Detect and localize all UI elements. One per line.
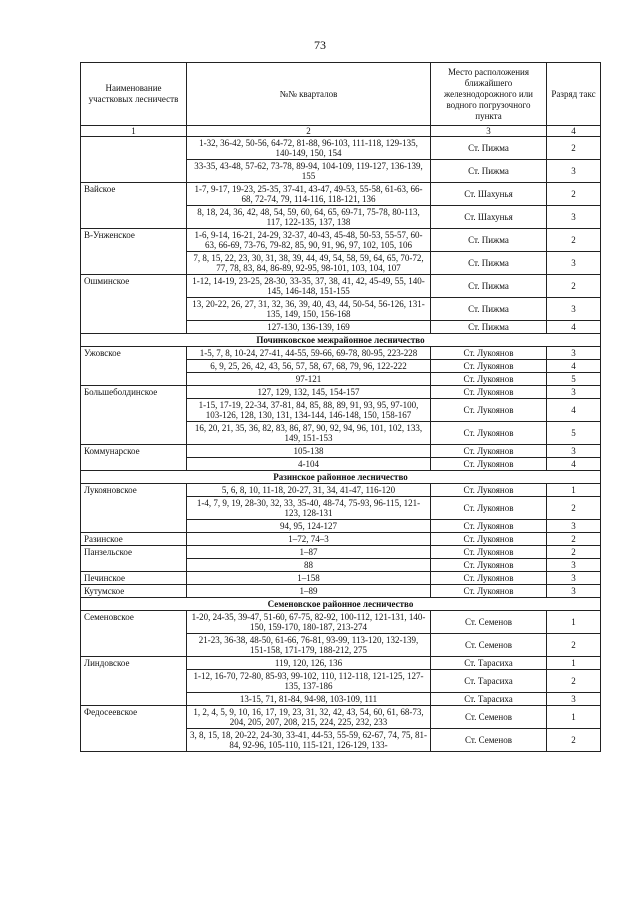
col-num-4: 4 [547, 126, 601, 137]
table-row [81, 347, 601, 360]
station-cell: Ст. Лукоянов [431, 445, 547, 458]
tax-class-cell: 2 [547, 183, 601, 206]
tax-class-cell: 2 [547, 275, 601, 298]
table-row [81, 585, 601, 598]
tax-class-cell: 3 [547, 386, 601, 399]
tax-class-cell: 2 [547, 229, 601, 252]
quarters-cell: 33-35, 43-48, 57-62, 73-78, 89-94, 104-109, 119-127, 136-139, 155 [187, 160, 431, 183]
forest-tax-table [80, 62, 601, 752]
table-row [81, 559, 601, 572]
quarters-cell: 1–89 [187, 585, 431, 598]
district-name: Лукояновское [81, 484, 187, 497]
table-row [81, 252, 601, 275]
table-row [81, 321, 601, 334]
quarters-cell: 6, 9, 25, 26, 42, 43, 56, 57, 58, 67, 68, 79, 96, 122-222 [187, 360, 431, 373]
district-name: Вайское [81, 183, 187, 206]
station-cell: Ст. Лукоянов [431, 360, 547, 373]
station-cell: Ст. Лукоянов [431, 497, 547, 520]
table-row [81, 458, 601, 471]
tax-class-cell: 2 [547, 729, 601, 752]
table-row [81, 386, 601, 399]
table-row [81, 693, 601, 706]
quarters-cell: 97-121 [187, 373, 431, 386]
station-cell: Ст. Пижма [431, 160, 547, 183]
section-title: Семеновское районное лесничество [81, 598, 601, 611]
col-num-3: 3 [431, 126, 547, 137]
tax-class-cell: 2 [547, 533, 601, 546]
quarters-cell: 1, 2, 4, 5, 9, 10, 16, 17, 19, 23, 31, 32, 42, 43, 54, 60, 61, 68-73, 204, 205, 207, 208, 215, 224, 225, 232, 233 [187, 706, 431, 729]
district-name: Федосеевское [81, 706, 187, 729]
tax-class-cell: 2 [547, 137, 601, 160]
tax-class-cell: 3 [547, 520, 601, 533]
table-row [81, 445, 601, 458]
station-cell: Ст. Семенов [431, 634, 547, 657]
station-cell: Ст. Лукоянов [431, 585, 547, 598]
station-cell: Ст. Шахунья [431, 206, 547, 229]
table-row [81, 729, 601, 752]
district-name [81, 458, 187, 471]
district-name [81, 670, 187, 693]
tax-class-cell: 4 [547, 360, 601, 373]
quarters-cell: 1–87 [187, 546, 431, 559]
station-cell: Ст. Лукоянов [431, 347, 547, 360]
district-name [81, 634, 187, 657]
quarters-cell: 1-12, 16-70, 72-80, 85-93, 99-102, 110, 112-118, 121-125, 127-135, 137-186 [187, 670, 431, 693]
quarters-cell: 21-23, 36-38, 48-50, 61-66, 76-81, 93-99, 113-120, 132-139, 151-158, 171-179, 188-212, 275 [187, 634, 431, 657]
header-district: Наименование участковых лесничеств [81, 63, 187, 126]
table-row [81, 298, 601, 321]
district-name: Большеболдинское [81, 386, 187, 399]
section-row [81, 471, 601, 484]
district-name [81, 729, 187, 752]
quarters-cell: 127-130, 136-139, 169 [187, 321, 431, 334]
district-name: Разинское [81, 533, 187, 546]
tax-class-cell: 3 [547, 693, 601, 706]
station-cell: Ст. Тарасиха [431, 657, 547, 670]
station-cell: Ст. Лукоянов [431, 559, 547, 572]
tax-class-cell: 2 [547, 497, 601, 520]
district-name [81, 160, 187, 183]
station-cell: Ст. Семенов [431, 611, 547, 634]
station-cell: Ст. Лукоянов [431, 572, 547, 585]
district-name: Коммунарское [81, 445, 187, 458]
station-cell: Ст. Лукоянов [431, 422, 547, 445]
tax-class-cell: 2 [547, 546, 601, 559]
table-row [81, 546, 601, 559]
station-cell: Ст. Лукоянов [431, 484, 547, 497]
quarters-cell: 8, 18, 24, 36, 42, 48, 54, 59, 60, 64, 65, 69-71, 75-78, 80-113, 117, 122-135, 137, 138 [187, 206, 431, 229]
table-body [81, 137, 601, 752]
station-cell: Ст. Лукоянов [431, 373, 547, 386]
district-name: Панзельское [81, 546, 187, 559]
table-row [81, 497, 601, 520]
district-name [81, 252, 187, 275]
quarters-cell: 1–158 [187, 572, 431, 585]
page-number: 73 [314, 38, 326, 52]
tax-class-cell: 3 [547, 298, 601, 321]
tax-class-cell: 4 [547, 321, 601, 334]
tax-class-cell: 3 [547, 572, 601, 585]
district-name: Кутумское [81, 585, 187, 598]
table-row [81, 275, 601, 298]
quarters-cell: 1-15, 17-19, 22-34, 37-81, 84, 85, 88, 89, 91, 93, 95, 97-100, 103-126, 128, 130, 131, 134-144, 146-148, 150, 158-167 [187, 399, 431, 422]
station-cell: Ст. Лукоянов [431, 520, 547, 533]
tax-class-cell: 3 [547, 445, 601, 458]
section-title: Починковское межрайонное лесничество [81, 334, 601, 347]
quarters-cell: 1-5, 7, 8, 10-24, 27-41, 44-55, 59-66, 69-78, 80-95, 223-228 [187, 347, 431, 360]
district-name: Печинское [81, 572, 187, 585]
station-cell: Ст. Семенов [431, 729, 547, 752]
quarters-cell: 1–72, 74–3 [187, 533, 431, 546]
table-row [81, 206, 601, 229]
header-row [81, 63, 601, 126]
table-row [81, 373, 601, 386]
quarters-cell: 88 [187, 559, 431, 572]
quarters-cell: 1-6, 9-14, 16-21, 24-29, 32-37, 40-43, 45-48, 50-53, 55-57, 60-63, 66-69, 73-76, 79-82, 85, 90, 91, 96, 97, 102, 105, 106 [187, 229, 431, 252]
table-row [81, 360, 601, 373]
tax-class-cell: 3 [547, 585, 601, 598]
station-cell: Ст. Лукоянов [431, 386, 547, 399]
district-name: Линдовское [81, 657, 187, 670]
station-cell: Ст. Тарасиха [431, 693, 547, 706]
tax-class-cell: 1 [547, 611, 601, 634]
table-row [81, 484, 601, 497]
tax-class-cell: 4 [547, 458, 601, 471]
table-row [81, 183, 601, 206]
quarters-cell: 1-32, 36-42, 50-56, 64-72, 81-88, 96-103, 111-118, 129-135, 140-149, 150, 154 [187, 137, 431, 160]
station-cell: Ст. Лукоянов [431, 546, 547, 559]
column-number-row [81, 126, 601, 137]
district-name: Семеновское [81, 611, 187, 634]
section-row [81, 334, 601, 347]
district-name [81, 559, 187, 572]
district-name [81, 693, 187, 706]
tax-class-cell: 3 [547, 347, 601, 360]
table-row [81, 137, 601, 160]
quarters-cell: 16, 20, 21, 35, 36, 82, 83, 86, 87, 90, 92, 94, 96, 101, 102, 133, 149, 151-153 [187, 422, 431, 445]
quarters-cell: 127, 129, 132, 145, 154-157 [187, 386, 431, 399]
tax-class-cell: 1 [547, 484, 601, 497]
table-row [81, 611, 601, 634]
quarters-cell: 1-12, 14-19, 23-25, 28-30, 33-35, 37, 38, 41, 42, 45-49, 55, 140-145, 146-148, 151-155 [187, 275, 431, 298]
tax-class-cell: 5 [547, 373, 601, 386]
quarters-cell: 1-7, 9-17, 19-23, 25-35, 37-41, 43-47, 49-53, 55-58, 61-63, 66-68, 72-74, 79, 114-116, 118-121, 136 [187, 183, 431, 206]
tax-class-cell: 3 [547, 206, 601, 229]
quarters-cell: 3, 8, 15, 18, 20-22, 24-30, 33-41, 44-53, 55-59, 62-67, 74, 75, 81-84, 92-96, 105-110, 115-121, 126-129, 133- [187, 729, 431, 752]
district-name [81, 298, 187, 321]
station-cell: Ст. Лукоянов [431, 458, 547, 471]
col-num-1: 1 [81, 126, 187, 137]
station-cell: Ст. Пижма [431, 252, 547, 275]
district-name [81, 360, 187, 373]
quarters-cell: 1-4, 7, 9, 19, 28-30, 32, 33, 35-40, 48-74, 75-93, 96-115, 121-123, 128-131 [187, 497, 431, 520]
district-name [81, 520, 187, 533]
tax-class-cell: 5 [547, 422, 601, 445]
district-name [81, 497, 187, 520]
station-cell: Ст. Пижма [431, 229, 547, 252]
tax-class-cell: 3 [547, 160, 601, 183]
table-row [81, 670, 601, 693]
table-row [81, 657, 601, 670]
district-name [81, 321, 187, 334]
district-name: Ужовское [81, 347, 187, 360]
station-cell: Ст. Пижма [431, 137, 547, 160]
tax-class-cell: 4 [547, 399, 601, 422]
station-cell: Ст. Пижма [431, 321, 547, 334]
quarters-cell: 105-138 [187, 445, 431, 458]
col-num-2: 2 [187, 126, 431, 137]
quarters-cell: 119, 120, 126, 136 [187, 657, 431, 670]
station-cell: Ст. Семенов [431, 706, 547, 729]
district-name [81, 399, 187, 422]
quarters-cell: 1-20, 24-35, 39-47, 51-60, 67-75, 82-92, 100-112, 121-131, 140-150, 159-170, 180-187, 213-274 [187, 611, 431, 634]
table-row [81, 399, 601, 422]
quarters-cell: 13-15, 71, 81-84, 94-98, 103-109, 111 [187, 693, 431, 706]
station-cell: Ст. Пижма [431, 275, 547, 298]
header-tax-class: Разряд такс [547, 63, 601, 126]
station-cell: Ст. Лукоянов [431, 533, 547, 546]
district-name: В-Унженское [81, 229, 187, 252]
station-cell: Ст. Лукоянов [431, 399, 547, 422]
district-name [81, 206, 187, 229]
district-name [81, 373, 187, 386]
district-name: Ошминское [81, 275, 187, 298]
table-row [81, 160, 601, 183]
table-row [81, 572, 601, 585]
tax-class-cell: 2 [547, 670, 601, 693]
table-row [81, 533, 601, 546]
tax-class-cell: 2 [547, 634, 601, 657]
table-row [81, 520, 601, 533]
header-quarters: №№ кварталов [187, 63, 431, 126]
table-row [81, 229, 601, 252]
district-name [81, 422, 187, 445]
station-cell: Ст. Шахунья [431, 183, 547, 206]
quarters-cell: 7, 8, 15, 22, 23, 30, 31, 38, 39, 44, 49, 54, 58, 59, 64, 65, 70-72, 77, 78, 83, 84, 86-89, 92-95, 98-101, 103, 104, 107 [187, 252, 431, 275]
table-row [81, 706, 601, 729]
tax-class-cell: 1 [547, 657, 601, 670]
quarters-cell: 94, 95, 124-127 [187, 520, 431, 533]
tax-class-cell: 3 [547, 559, 601, 572]
tax-class-cell: 3 [547, 252, 601, 275]
district-name [81, 137, 187, 160]
quarters-cell: 5, 6, 8, 10, 11-18, 20-27, 31, 34, 41-47, 116-120 [187, 484, 431, 497]
section-title: Разинское районное лесничество [81, 471, 601, 484]
section-row [81, 598, 601, 611]
table-row [81, 422, 601, 445]
quarters-cell: 13, 20-22, 26, 27, 31, 32, 36, 39, 40, 43, 44, 50-54, 56-126, 131-135, 149, 150, 156-168 [187, 298, 431, 321]
station-cell: Ст. Пижма [431, 298, 547, 321]
station-cell: Ст. Тарасиха [431, 670, 547, 693]
header-loading-point: Место расположения ближайшего железнодорожного или водного погрузочного пункта [431, 63, 547, 126]
table-row [81, 634, 601, 657]
quarters-cell: 4-104 [187, 458, 431, 471]
tax-class-cell: 1 [547, 706, 601, 729]
